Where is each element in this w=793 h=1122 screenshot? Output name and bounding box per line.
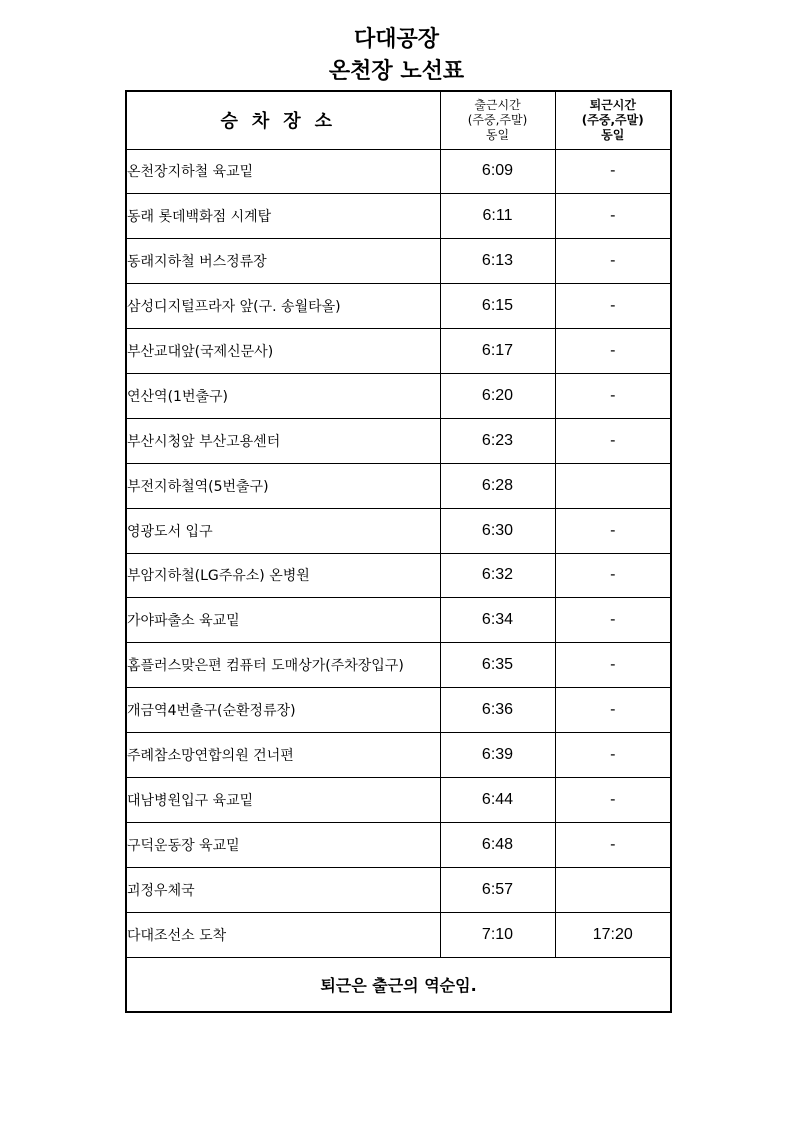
- morning-header-line: 동일: [485, 127, 510, 142]
- morning-time-column-header: [440, 91, 555, 149]
- morning-time-cell: 6:35: [440, 643, 555, 688]
- evening-time-cell: [555, 463, 671, 508]
- morning-time-cell: 6:23: [440, 418, 555, 463]
- table-row: [126, 553, 671, 598]
- morning-time-cell: 6:44: [440, 777, 555, 822]
- morning-time-cell: 6:34: [440, 598, 555, 643]
- evening-time-cell: -: [555, 418, 671, 463]
- morning-time-cell: 6:57: [440, 867, 555, 912]
- evening-time-cell: -: [555, 508, 671, 553]
- stop-name-cell: 동래 롯데백화점 시계탑: [126, 194, 440, 239]
- evening-time-cell: -: [555, 777, 671, 822]
- stop-name-cell: 홈플러스맞은편 컴퓨터 도매상가(주차장입구): [126, 643, 440, 688]
- table-row: [126, 239, 671, 284]
- morning-time-cell: 6:28: [440, 463, 555, 508]
- stop-name-cell: 영광도서 입구: [126, 508, 440, 553]
- evening-time-cell: -: [555, 733, 671, 778]
- stop-name-cell: 온천장지하철 육교밑: [126, 149, 440, 194]
- morning-time-cell: 6:48: [440, 822, 555, 867]
- table-row: [126, 463, 671, 508]
- stop-name-cell: 부산교대앞(국제신문사): [126, 329, 440, 374]
- morning-time-cell: 6:32: [440, 553, 555, 598]
- morning-time-cell: 7:10: [440, 912, 555, 957]
- stop-name-cell: 동래지하철 버스정류장: [126, 239, 440, 284]
- stop-name-cell: 개금역4번출구(순환정류장): [126, 688, 440, 733]
- table-row: [126, 912, 671, 957]
- morning-header-line: 출근시간: [474, 97, 521, 112]
- evening-time-column-header: [555, 91, 671, 149]
- stop-name-cell: 괴정우체국: [126, 867, 440, 912]
- morning-time-cell: 6:11: [440, 194, 555, 239]
- morning-time-cell: 6:13: [440, 239, 555, 284]
- evening-time-cell: -: [555, 329, 671, 374]
- morning-time-cell: 6:36: [440, 688, 555, 733]
- table-row: [126, 194, 671, 239]
- table-row: [126, 373, 671, 418]
- table-row: [126, 867, 671, 912]
- evening-time-cell: 17:20: [555, 912, 671, 957]
- morning-time-cell: 6:17: [440, 329, 555, 374]
- evening-time-cell: -: [555, 688, 671, 733]
- evening-time-cell: -: [555, 822, 671, 867]
- evening-time-cell: -: [555, 194, 671, 239]
- morning-header-line: (주중,주말): [467, 112, 528, 127]
- return-trip-note: 퇴근은 출근의 역순임.: [126, 957, 671, 1012]
- table-row: [126, 643, 671, 688]
- stop-name-cell: 대남병원입구 육교밑: [126, 777, 440, 822]
- table-row: [126, 284, 671, 329]
- table-row: [126, 688, 671, 733]
- footer-row: [126, 957, 671, 1012]
- stop-name-cell: 다대조선소 도착: [126, 912, 440, 957]
- table-row: [126, 733, 671, 778]
- stop-name-cell: 가야파출소 육교밑: [126, 598, 440, 643]
- table-row: [126, 777, 671, 822]
- table-row: [126, 418, 671, 463]
- table-row: [126, 149, 671, 194]
- table-row: [126, 508, 671, 553]
- evening-time-cell: -: [555, 284, 671, 329]
- stop-name-cell: 주례참소망연합의원 건너편: [126, 733, 440, 778]
- evening-time-cell: -: [555, 373, 671, 418]
- morning-time-cell: 6:39: [440, 733, 555, 778]
- table-row: [126, 822, 671, 867]
- evening-time-cell: -: [555, 643, 671, 688]
- stop-name-cell: 부전지하철역(5번출구): [126, 463, 440, 508]
- page-title: 다대공장: [353, 27, 439, 52]
- morning-time-cell: 6:30: [440, 508, 555, 553]
- stop-column-header: 승차장소: [126, 91, 440, 149]
- stop-name-cell: 부산시청앞 부산고용센터: [126, 418, 440, 463]
- morning-time-cell: 6:09: [440, 149, 555, 194]
- evening-time-cell: -: [555, 149, 671, 194]
- evening-header-line: 퇴근시간: [589, 97, 636, 112]
- stop-name-cell: 부암지하철(LG주유소) 온병원: [126, 553, 440, 598]
- table-row: [126, 329, 671, 374]
- evening-header-line: 동일: [601, 127, 625, 142]
- morning-time-cell: 6:15: [440, 284, 555, 329]
- evening-time-cell: -: [555, 598, 671, 643]
- evening-time-cell: [555, 867, 671, 912]
- evening-time-cell: -: [555, 553, 671, 598]
- route-table: [125, 90, 672, 1013]
- stop-name-cell: 삼성디지털프라자 앞(구. 송월타올): [126, 284, 440, 329]
- table-row: [126, 598, 671, 643]
- evening-header-line: (주중,주말): [581, 112, 644, 127]
- stop-name-cell: 구덕운동장 육교밑: [126, 822, 440, 867]
- stop-name-cell: 연산역(1번출구): [126, 373, 440, 418]
- page-subtitle: 온천장 노선표: [328, 59, 465, 84]
- evening-time-cell: -: [555, 239, 671, 284]
- table-header-row: [126, 91, 671, 149]
- morning-time-cell: 6:20: [440, 373, 555, 418]
